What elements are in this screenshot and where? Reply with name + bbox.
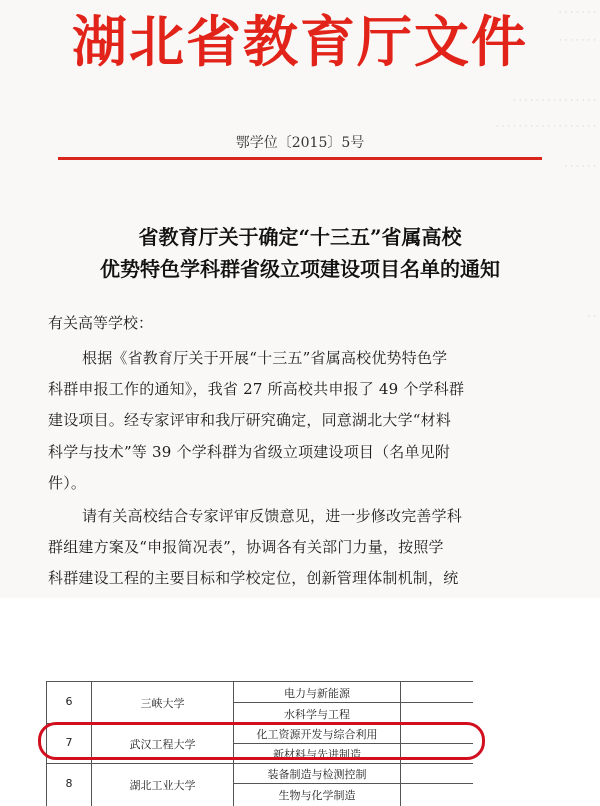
document-title-line-2: 优势特色学科群省级立项建设项目名单的通知 — [100, 257, 500, 281]
letterhead-title: 湖北省教育厅文件 — [71, 10, 528, 74]
highlight-circle — [38, 722, 485, 760]
bleed-through-text: · · · · · · · · · · · · · · · · · · — [495, 122, 596, 132]
table-cell-group: 电力与新能源 — [284, 687, 350, 700]
body-line: 建设项目。经专家评审和我厅研究确定，同意湖北大学“材料 — [48, 411, 452, 429]
bleed-through-text: · · · · · · · — [558, 8, 596, 18]
document-number: 鄂学位〔2015〕5号 — [235, 135, 365, 151]
table-grid-line — [47, 763, 473, 764]
red-divider — [58, 157, 542, 160]
body-line: 科群申报工作的通知》，我省 27 所高校共申报了 49 个学科群 — [48, 380, 465, 398]
table-cell-number: 7 — [65, 736, 73, 749]
table-cell-group: 生物与化学制造 — [278, 789, 356, 802]
body-line: 根据《省教育厅关于开展“十三五”省属高校优势特色学 — [82, 349, 448, 367]
table-cell-group: 装备制造与检测控制 — [267, 768, 367, 781]
bleed-through-text: · · · · · · — [564, 162, 596, 172]
bleed-through-text: · · — [587, 312, 596, 322]
body-line: 科群建设工程的主要目标和学校定位，创新管理体制机制，统 — [48, 569, 459, 587]
document-title-line-1: 省教育厅关于确定“十三五”省属高校 — [138, 225, 462, 249]
bleed-through-text: · · · · · · · — [558, 36, 596, 46]
table-cell-school: 三峡大学 — [140, 697, 185, 710]
table-grid-line — [233, 783, 473, 784]
body-line: 科学与技术”等 39 个学科群为省级立项建设项目（名单见附 — [48, 443, 451, 461]
bleed-through-text: · · · · · · · · · · · · · · · — [513, 96, 596, 106]
salutation: 有关高等学校： — [48, 314, 154, 332]
table-cell-group: 新材料与先进制造 — [273, 748, 361, 761]
body-line: 请有关高校结合专家评审反馈意见，进一步修改完善学科 — [82, 507, 463, 525]
table-cell-group: 化工资源开发与综合利用 — [256, 728, 378, 741]
body-line: 群组建方案及“申报简况表”，协调各有关部门力量，按照学 — [48, 538, 444, 556]
table-grid-line — [233, 702, 473, 703]
table-cell-number: 6 — [65, 695, 73, 708]
table-cell-school: 武汉工程大学 — [129, 738, 196, 751]
body-line: 件）。 — [48, 474, 87, 492]
table-cell-school: 湖北工业大学 — [129, 779, 196, 792]
table-cell-number: 8 — [65, 777, 73, 790]
table-cell-group: 水科学与工程 — [284, 708, 350, 721]
